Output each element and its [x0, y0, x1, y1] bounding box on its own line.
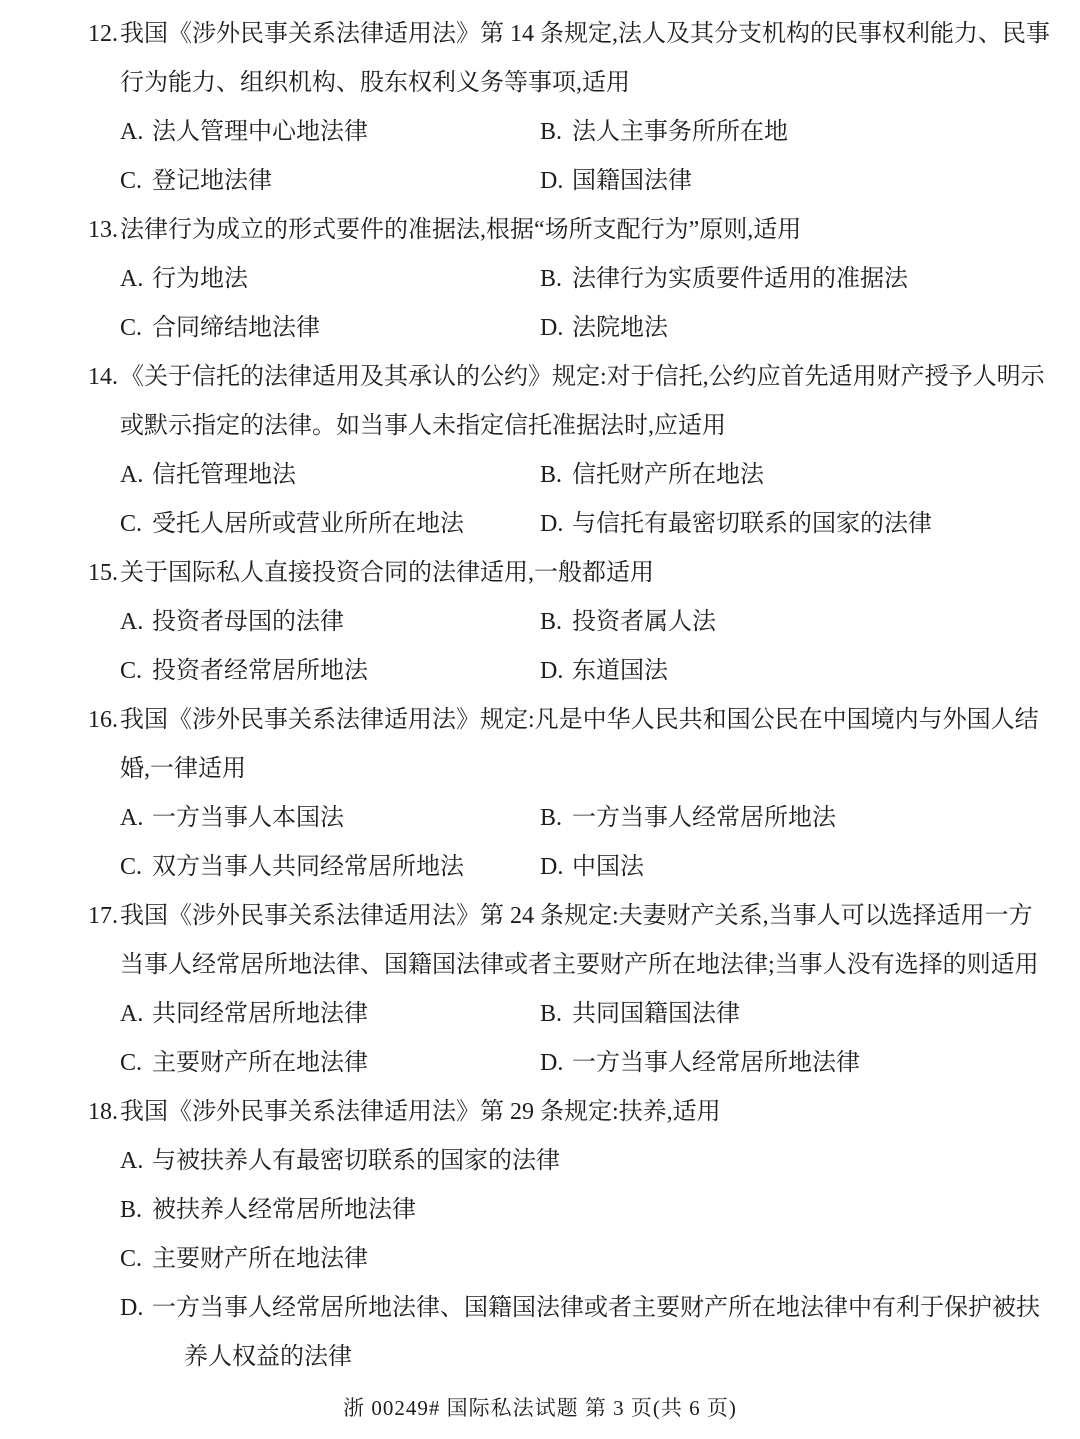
option-16-B	[540, 794, 836, 843]
options-row	[88, 843, 1044, 892]
option-text: 投资者经常居所地法	[152, 658, 368, 684]
question-14	[88, 353, 1044, 549]
options-row	[88, 990, 1044, 1039]
option-label: B.	[540, 119, 563, 145]
option-label: A.	[120, 1148, 144, 1174]
option-14-C	[120, 500, 540, 549]
options-row	[88, 1235, 1044, 1284]
option-text: 东道国法	[572, 658, 668, 684]
option-label: D.	[540, 168, 564, 194]
question-12	[88, 10, 1050, 206]
option-text: 合同缔结地法律	[152, 315, 320, 341]
question-17	[88, 892, 1044, 1088]
question-stem-line	[88, 696, 1044, 745]
question-stem-text: 我国《涉外民事关系法律适用法》第 29 条规定:扶养,适用	[120, 1099, 721, 1125]
option-label: C.	[120, 315, 143, 341]
option-text: 共同经常居所地法律	[152, 1001, 368, 1027]
questions-container	[88, 10, 1050, 1382]
option-label: C.	[120, 854, 143, 880]
options-row	[88, 500, 1044, 549]
option-text: 被扶养人经常居所地法律	[152, 1197, 416, 1223]
question-stem-text: 《关于信托的法律适用及其承认的公约》规定:对于信托,公约应首先适用财产授予人明示	[120, 364, 1045, 390]
option-text: 双方当事人共同经常居所地法	[152, 854, 464, 880]
option-label: A.	[120, 609, 144, 635]
option-17-B	[540, 990, 740, 1039]
question-stem-line	[88, 206, 1044, 255]
options-row	[88, 108, 1044, 157]
options-row	[88, 598, 1044, 647]
option-15-B	[540, 598, 716, 647]
options-row	[88, 1333, 1044, 1382]
option-text: 行为地法	[152, 266, 248, 292]
option-text: 一方当事人经常居所地法	[572, 805, 836, 831]
option-label: C.	[120, 1050, 143, 1076]
option-14-B	[540, 451, 764, 500]
option-15-D	[540, 647, 668, 696]
question-number: 18.	[88, 1099, 118, 1125]
option-text: 共同国籍国法律	[572, 1001, 740, 1027]
question-number: 13.	[88, 217, 118, 243]
option-label: C.	[120, 1246, 143, 1272]
option-16-D	[540, 843, 644, 892]
question-stem-line	[88, 59, 1044, 108]
question-stem-text: 婚,一律适用	[120, 756, 246, 782]
option-12-A	[120, 108, 540, 157]
option-text: 投资者母国的法律	[152, 609, 344, 635]
option-14-A	[120, 451, 540, 500]
option-text: 法人管理中心地法律	[152, 119, 368, 145]
option-label: C.	[120, 511, 143, 537]
question-stem-line	[88, 402, 1044, 451]
option-label: D.	[540, 658, 564, 684]
question-number: 14.	[88, 364, 118, 390]
question-stem-text: 我国《涉外民事关系法律适用法》规定:凡是中华人民共和国公民在中国境内与外国人结	[120, 707, 1039, 733]
option-12-B	[540, 108, 788, 157]
options-row	[88, 255, 1044, 304]
question-number: 16.	[88, 707, 118, 733]
option-12-C	[120, 157, 540, 206]
option-17-C	[120, 1039, 540, 1088]
option-12-D	[540, 157, 692, 206]
option-text: 投资者属人法	[572, 609, 716, 635]
options-row	[88, 157, 1044, 206]
option-15-C	[120, 647, 540, 696]
option-label: B.	[540, 1001, 563, 1027]
options-row	[88, 451, 1044, 500]
question-stem-text: 当事人经常居所地法律、国籍国法律或者主要财产所在地法律;当事人没有选择的则适用	[120, 952, 1039, 978]
option-text: 与被扶养人有最密切联系的国家的法律	[152, 1148, 560, 1174]
option-text: 与信托有最密切联系的国家的法律	[572, 511, 932, 537]
options-row	[88, 794, 1044, 843]
option-text: 信托管理地法	[152, 462, 296, 488]
option-text: 信托财产所在地法	[572, 462, 764, 488]
option-label: A.	[120, 266, 144, 292]
options-row	[88, 1137, 1044, 1186]
option-13-C	[120, 304, 540, 353]
options-row	[88, 304, 1044, 353]
option-label: C.	[120, 168, 143, 194]
option-label: B.	[540, 609, 563, 635]
question-stem-line	[88, 745, 1044, 794]
option-text: 中国法	[572, 854, 644, 880]
question-number: 15.	[88, 560, 118, 586]
option-label: B.	[540, 266, 563, 292]
option-label: C.	[120, 658, 143, 684]
option-label: D.	[540, 511, 564, 537]
question-stem-line	[88, 941, 1044, 990]
options-row	[88, 647, 1044, 696]
option-14-D	[540, 500, 932, 549]
option-label: D.	[540, 1050, 564, 1076]
option-text: 受托人居所或营业所所在地法	[152, 511, 464, 537]
question-number: 12.	[88, 21, 118, 47]
option-text: 一方当事人经常居所地法律、国籍国法律或者主要财产所在地法律中有利于保护被扶	[152, 1295, 1040, 1321]
option-text: 法人主事务所所在地	[572, 119, 788, 145]
question-stem-line	[88, 892, 1044, 941]
question-stem-line	[88, 10, 1050, 59]
question-15	[88, 549, 1044, 696]
option-label: A.	[120, 462, 144, 488]
option-18-C	[120, 1235, 368, 1284]
question-stem-text: 法律行为成立的形式要件的准据法,根据“场所支配行为”原则,适用	[120, 217, 802, 243]
question-stem-text: 关于国际私人直接投资合同的法律适用,一般都适用	[120, 560, 654, 586]
option-label: B.	[540, 462, 563, 488]
option-text: 一方当事人经常居所地法律	[572, 1050, 860, 1076]
option-18-B	[120, 1186, 416, 1235]
option-text: 主要财产所在地法律	[152, 1246, 368, 1272]
question-stem-text: 我国《涉外民事关系法律适用法》第 14 条规定,法人及其分支机构的民事权利能力、民事	[120, 21, 1050, 47]
option-label: A.	[120, 805, 144, 831]
options-row	[88, 1284, 1044, 1333]
option-label: B.	[120, 1197, 143, 1223]
question-stem-text: 或默示指定的法律。如当事人未指定信托准据法时,应适用	[120, 413, 726, 439]
option-label: D.	[540, 854, 564, 880]
question-stem-line	[88, 353, 1044, 402]
option-13-D	[540, 304, 668, 353]
option-text: 主要财产所在地法律	[152, 1050, 368, 1076]
option-label: A.	[120, 119, 144, 145]
option-label: B.	[540, 805, 563, 831]
option-text: 法院地法	[572, 315, 668, 341]
options-row	[88, 1186, 1044, 1235]
question-stem-line	[88, 549, 1044, 598]
question-stem-text: 行为能力、组织机构、股东权利义务等事项,适用	[120, 70, 630, 96]
option-17-A	[120, 990, 540, 1039]
option-text: 登记地法律	[152, 168, 272, 194]
option-text: 法律行为实质要件适用的准据法	[572, 266, 908, 292]
option-16-A	[120, 794, 540, 843]
option-18-A	[120, 1137, 560, 1186]
option-18-D	[120, 1284, 1040, 1333]
option-16-C	[120, 843, 540, 892]
option-13-A	[120, 255, 540, 304]
option-text-continuation: 养人权益的法律	[184, 1344, 352, 1370]
option-17-D	[540, 1039, 860, 1088]
option-13-B	[540, 255, 908, 304]
option-text: 国籍国法律	[572, 168, 692, 194]
question-13	[88, 206, 1044, 353]
question-number: 17.	[88, 903, 118, 929]
options-row	[88, 1039, 1044, 1088]
question-stem-line	[88, 1088, 1044, 1137]
option-label: D.	[120, 1295, 144, 1321]
option-text: 一方当事人本国法	[152, 805, 344, 831]
question-16	[88, 696, 1044, 892]
question-18	[88, 1088, 1044, 1382]
option-label: D.	[540, 315, 564, 341]
page-footer: 浙 00249# 国际私法试题 第 3 页(共 6 页)	[343, 1396, 737, 1420]
option-label: A.	[120, 1001, 144, 1027]
option-15-A	[120, 598, 540, 647]
question-stem-text: 我国《涉外民事关系法律适用法》第 24 条规定:夫妻财产关系,当事人可以选择适用一方	[120, 903, 1033, 929]
